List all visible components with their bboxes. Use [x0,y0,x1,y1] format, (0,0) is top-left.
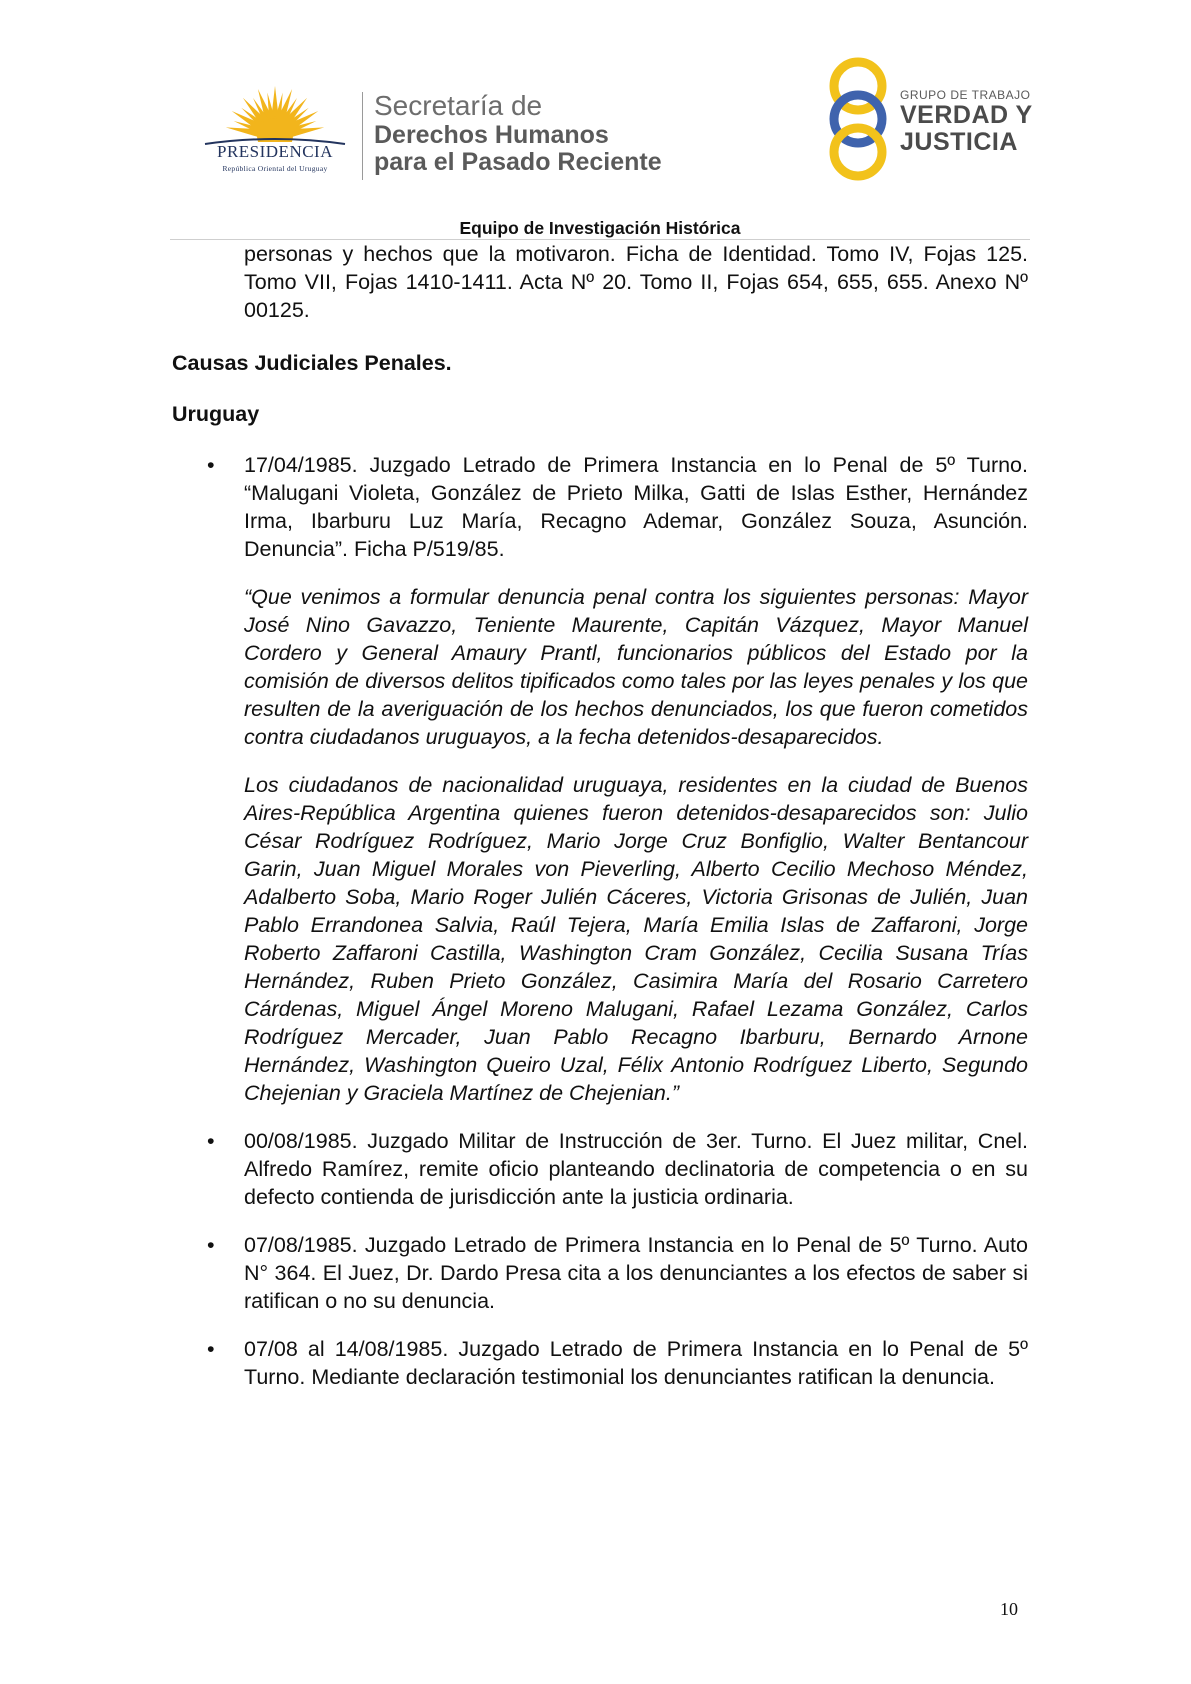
grupo-line-2: VERDAD Y [900,101,1033,129]
page-number: 10 [1000,1599,1018,1619]
continuation-paragraph: personas y hechos que la motivaron. Ficha de Identidad. Tomo IV, Fojas 125. Tomo VII, Fojas 1410-1411. Acta Nº 20. Tomo II, Fojas 654, 655, 655. Anexo Nº 00125. [244,242,1028,322]
list-item [172,451,1028,563]
bullet-icon: • [207,1233,215,1257]
section-heading-causas: Causas Judiciales Penales. [172,351,452,375]
list-item-text: 07/08 al 14/08/1985. Juzgado Letrado de Primera Instancia en lo Penal de 5º Turno. Mediante declaración testimonial los denunciantes ratifican la denuncia. [244,1337,1028,1389]
page-header [0,0,1191,240]
grupo-trabajo-text [900,88,1033,156]
secretaria-line-2: Derechos Humanos [374,121,609,149]
presidencia-name: PRESIDENCIA [216,142,333,161]
quote-paragraph: Los ciudadanos de nacionalidad uruguaya, residentes en la ciudad de Buenos Aires-República Argentina quienes fueron detenidos-desaparecidos son: Julio César Rodríguez Rodríguez, Mario Jorge Cruz Bonfiglio, Walter Bentancour Garin, Juan Miguel Morales von Pieverling, Alberto Cecilio Mechoso Méndez, Adalberto Soba, Mario Roger Julién Cáceres, Victoria Grisonas de Julién, Juan Pablo Errandonea Salvia, Raúl Tejera, María Emilia Islas de Zaffaroni, Jorge Roberto Zaffaroni Castilla, Washington Cram González, Cecilia Susana Trías Hernández, Ruben Prieto González, Casimira María del Rosario Carretero Cárdenas, Miguel Ángel Moreno Malugani, Rafael Lezama González, Carlos Rodríguez Mercader, Juan Pablo Recagno Ibarburu, Bernardo Arnone Hernández, Washington Queiro Uzal, Félix Antonio Rodríguez Liberto, Segundo Chejenian y Graciela Martínez de Chejenian.” [244,773,1028,1105]
presidencia-subtitle: República Oriental del Uruguay [222,164,328,173]
list-item [172,1127,1028,1211]
bullet-icon: • [207,453,215,477]
list-item [172,1335,1028,1391]
section-heading-uruguay: Uruguay [172,402,260,426]
verdad-justicia-rings-logo [820,56,896,182]
list-item-text: 07/08/1985. Juzgado Letrado de Primera Instancia en lo Penal de 5º Turno. Auto N° 364. El Juez, Dr. Dardo Presa cita a los denunciantes a los efectos de saber si ratifican o no su denuncia. [244,1233,1028,1313]
bullet-icon: • [207,1129,215,1153]
list-item [172,1231,1028,1315]
document-body [172,240,1028,1391]
team-title: Equipo de Investigación Histórica [459,218,741,238]
bullet-icon: • [207,1337,215,1361]
secretaria-line-3: para el Pasado Reciente [374,148,662,176]
list-item-text: 00/08/1985. Juzgado Militar de Instrucción de 3er. Turno. El Juez militar, Cnel. Alfredo Ramírez, remite oficio planteando declinatoria de competencia o en su defecto contienda de jurisdicción ante la justicia ordinaria. [244,1129,1028,1209]
quote-paragraph: “Que venimos a formular denuncia penal contra los siguientes personas: Mayor José Nino Gavazzo, Teniente Maurente, Capitán Vázquez, Mayor Manuel Cordero y General Amaury Prantl, funcionarios públicos del Estado por la comisión de diversos delitos tipificados como tales por las leyes penales y los que resulten de la averiguación de los hechos denunciados, los que fueron cometidos contra ciudadanos uruguayos, a la fecha detenidos-desaparecidos. [244,585,1028,749]
secretaria-logo-text [374,90,662,176]
list-item-text: 17/04/1985. Juzgado Letrado de Primera Instancia en lo Penal de 5º Turno. “Malugani Violeta, González de Prieto Milka, Gatti de Islas Esther, Hernández Irma, Ibarburu Luz María, Recagno Ademar, González Souza, Asunción. Denuncia”. Ficha P/519/85. [244,453,1028,561]
grupo-line-1: GRUPO DE TRABAJO [900,88,1031,102]
secretaria-line-1: Secretaría de [374,90,543,121]
presidencia-sun-logo [195,78,355,178]
grupo-line-3: JUSTICIA [900,128,1018,156]
header-divider [362,92,363,180]
